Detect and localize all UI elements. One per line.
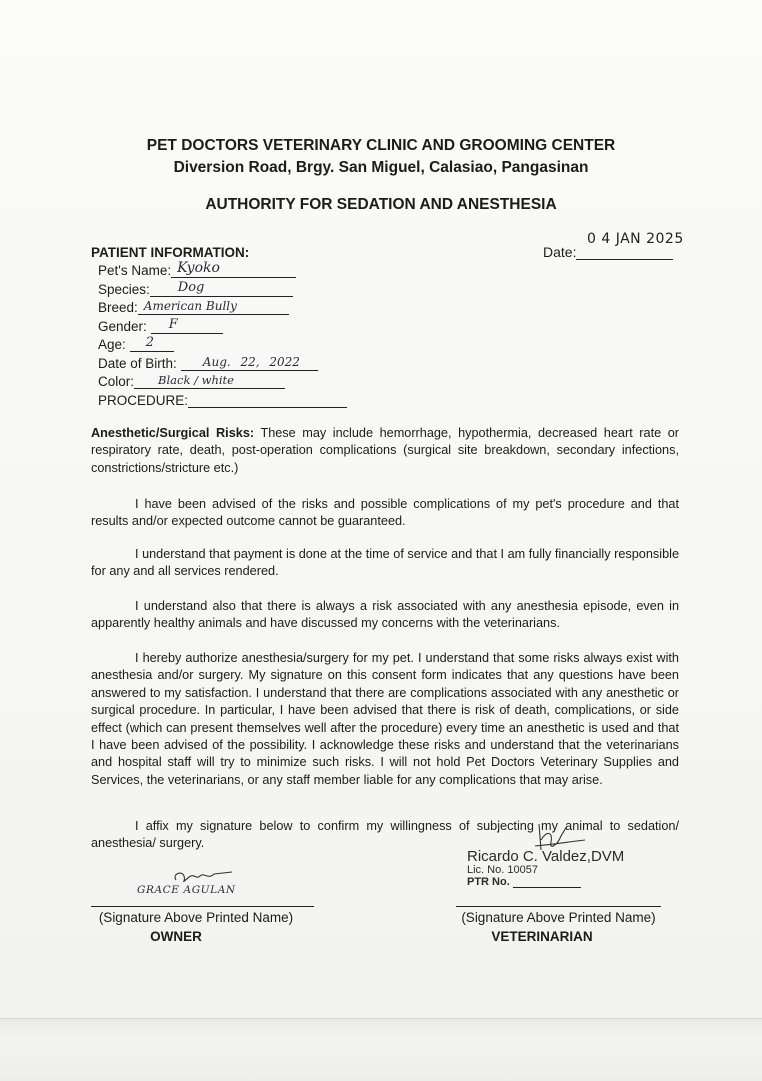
- vet-role: VETERINARIAN: [491, 929, 593, 944]
- risks-heading: Anesthetic/Surgical Risks:: [91, 426, 255, 440]
- gender-label: Gender:: [98, 319, 147, 334]
- vet-signature-line: [456, 906, 661, 907]
- paragraph-2: [91, 546, 679, 581]
- date-label: Date:: [543, 244, 577, 260]
- risks-paragraph: [91, 425, 679, 477]
- vet-ptr-label: PTR No.: [467, 876, 510, 888]
- form-title: AUTHORITY FOR SEDATION AND ANESTHESIA: [205, 196, 557, 213]
- patient-info-title: PATIENT INFORMATION:: [91, 245, 250, 260]
- color-label: Color:: [98, 374, 135, 389]
- pet-name-field: [98, 260, 296, 278]
- color-value: Black / white: [158, 373, 234, 387]
- species-value: Dog: [177, 280, 205, 295]
- paragraph-1: [91, 496, 679, 531]
- vet-caption: (Signature Above Printed Name): [461, 910, 656, 925]
- procedure-field: [98, 393, 347, 408]
- paragraph-4: [91, 650, 679, 789]
- species-label: Species:: [98, 282, 150, 297]
- age-value: 2: [145, 335, 155, 350]
- breed-value: American Bully: [143, 299, 237, 313]
- paragraph-3-text: I understand also that there is always a risk associated with any anesthesia episode, even in apparently healthy animals and have discussed my concerns with the veterinarians.: [91, 599, 679, 631]
- age-field: [98, 337, 174, 352]
- vet-license: [467, 864, 581, 888]
- paper-fold: [0, 1018, 762, 1081]
- gender-value: F: [168, 317, 178, 332]
- owner-role: OWNER: [150, 929, 202, 944]
- paragraph-5-text: I affix my signature below to confirm my willingness of subjecting my animal to sedation/ anesthesia/ surgery.: [91, 819, 679, 851]
- vet-name: Ricardo C. Valdez,DVM: [467, 848, 625, 865]
- vet-ptr-line: [513, 877, 581, 888]
- species-field: [98, 282, 293, 297]
- gender-field: [98, 319, 223, 334]
- owner-printed-name: GRACE AGULAN: [137, 884, 236, 896]
- dob-value: Aug. 22, 2022: [202, 355, 300, 369]
- clinic-address: Diversion Road, Brgy. San Miguel, Calasiao, Pangasinan: [173, 159, 589, 176]
- breed-field: [98, 300, 289, 315]
- procedure-label: PROCEDURE:: [98, 393, 189, 408]
- dob-label: Date of Birth:: [98, 356, 177, 371]
- age-label: Age:: [98, 337, 126, 352]
- owner-caption: (Signature Above Printed Name): [98, 910, 294, 925]
- dob-field: [98, 356, 318, 371]
- date-value: 0 4 JAN 2025: [587, 231, 684, 247]
- date-line: [576, 245, 673, 260]
- color-field: [98, 374, 285, 389]
- paragraph-1-text: I have been advised of the risks and possible complications of my pet's procedure and that results and/or expected outcome cannot be guaranteed.: [91, 497, 679, 529]
- paragraph-3: [91, 598, 679, 633]
- risks-text: These may include hemorrhage, hypothermia, decreased heart rate or respiratory rate, death, post-operation complications (surgical site breakdown, secondary infections, constrictions/stricture etc.): [91, 426, 679, 475]
- clinic-name: PET DOCTORS VETERINARY CLINIC AND GROOMING CENTER: [146, 137, 616, 154]
- paragraph-2-text: I understand that payment is done at the time of service and that I am fully financially responsible for any and all services rendered.: [91, 547, 679, 579]
- vet-lic-no: Lic. No. 10057: [467, 864, 538, 876]
- breed-label: Breed:: [98, 300, 138, 315]
- paragraph-4-text: I hereby authorize anesthesia/surgery for my pet. I understand that some risks always exist with anesthesia and/or surgery. My signature on this consent form indicates that any questions have been answered to my satisfaction. I understand that there are complications associated with any anesthetic or surgical procedure. In particular, I have been advised that there is risk of death, complications, or side effect (which can present themselves well after the procedure) every time an anesthetic is used and that I have been advised of the possibility. I acknowledge these risks and understand that the veterinarians and hospital staff will try to minimize such risks. I will not hold Pet Doctors Veterinary Supplies and Services, the veterinarians, or any staff member liable for any complications that may arise.: [91, 651, 679, 787]
- owner-signature-line: [91, 906, 314, 907]
- pet-name-label: Pet's Name:: [98, 263, 172, 278]
- pet-name-value: Kyoko: [177, 260, 220, 276]
